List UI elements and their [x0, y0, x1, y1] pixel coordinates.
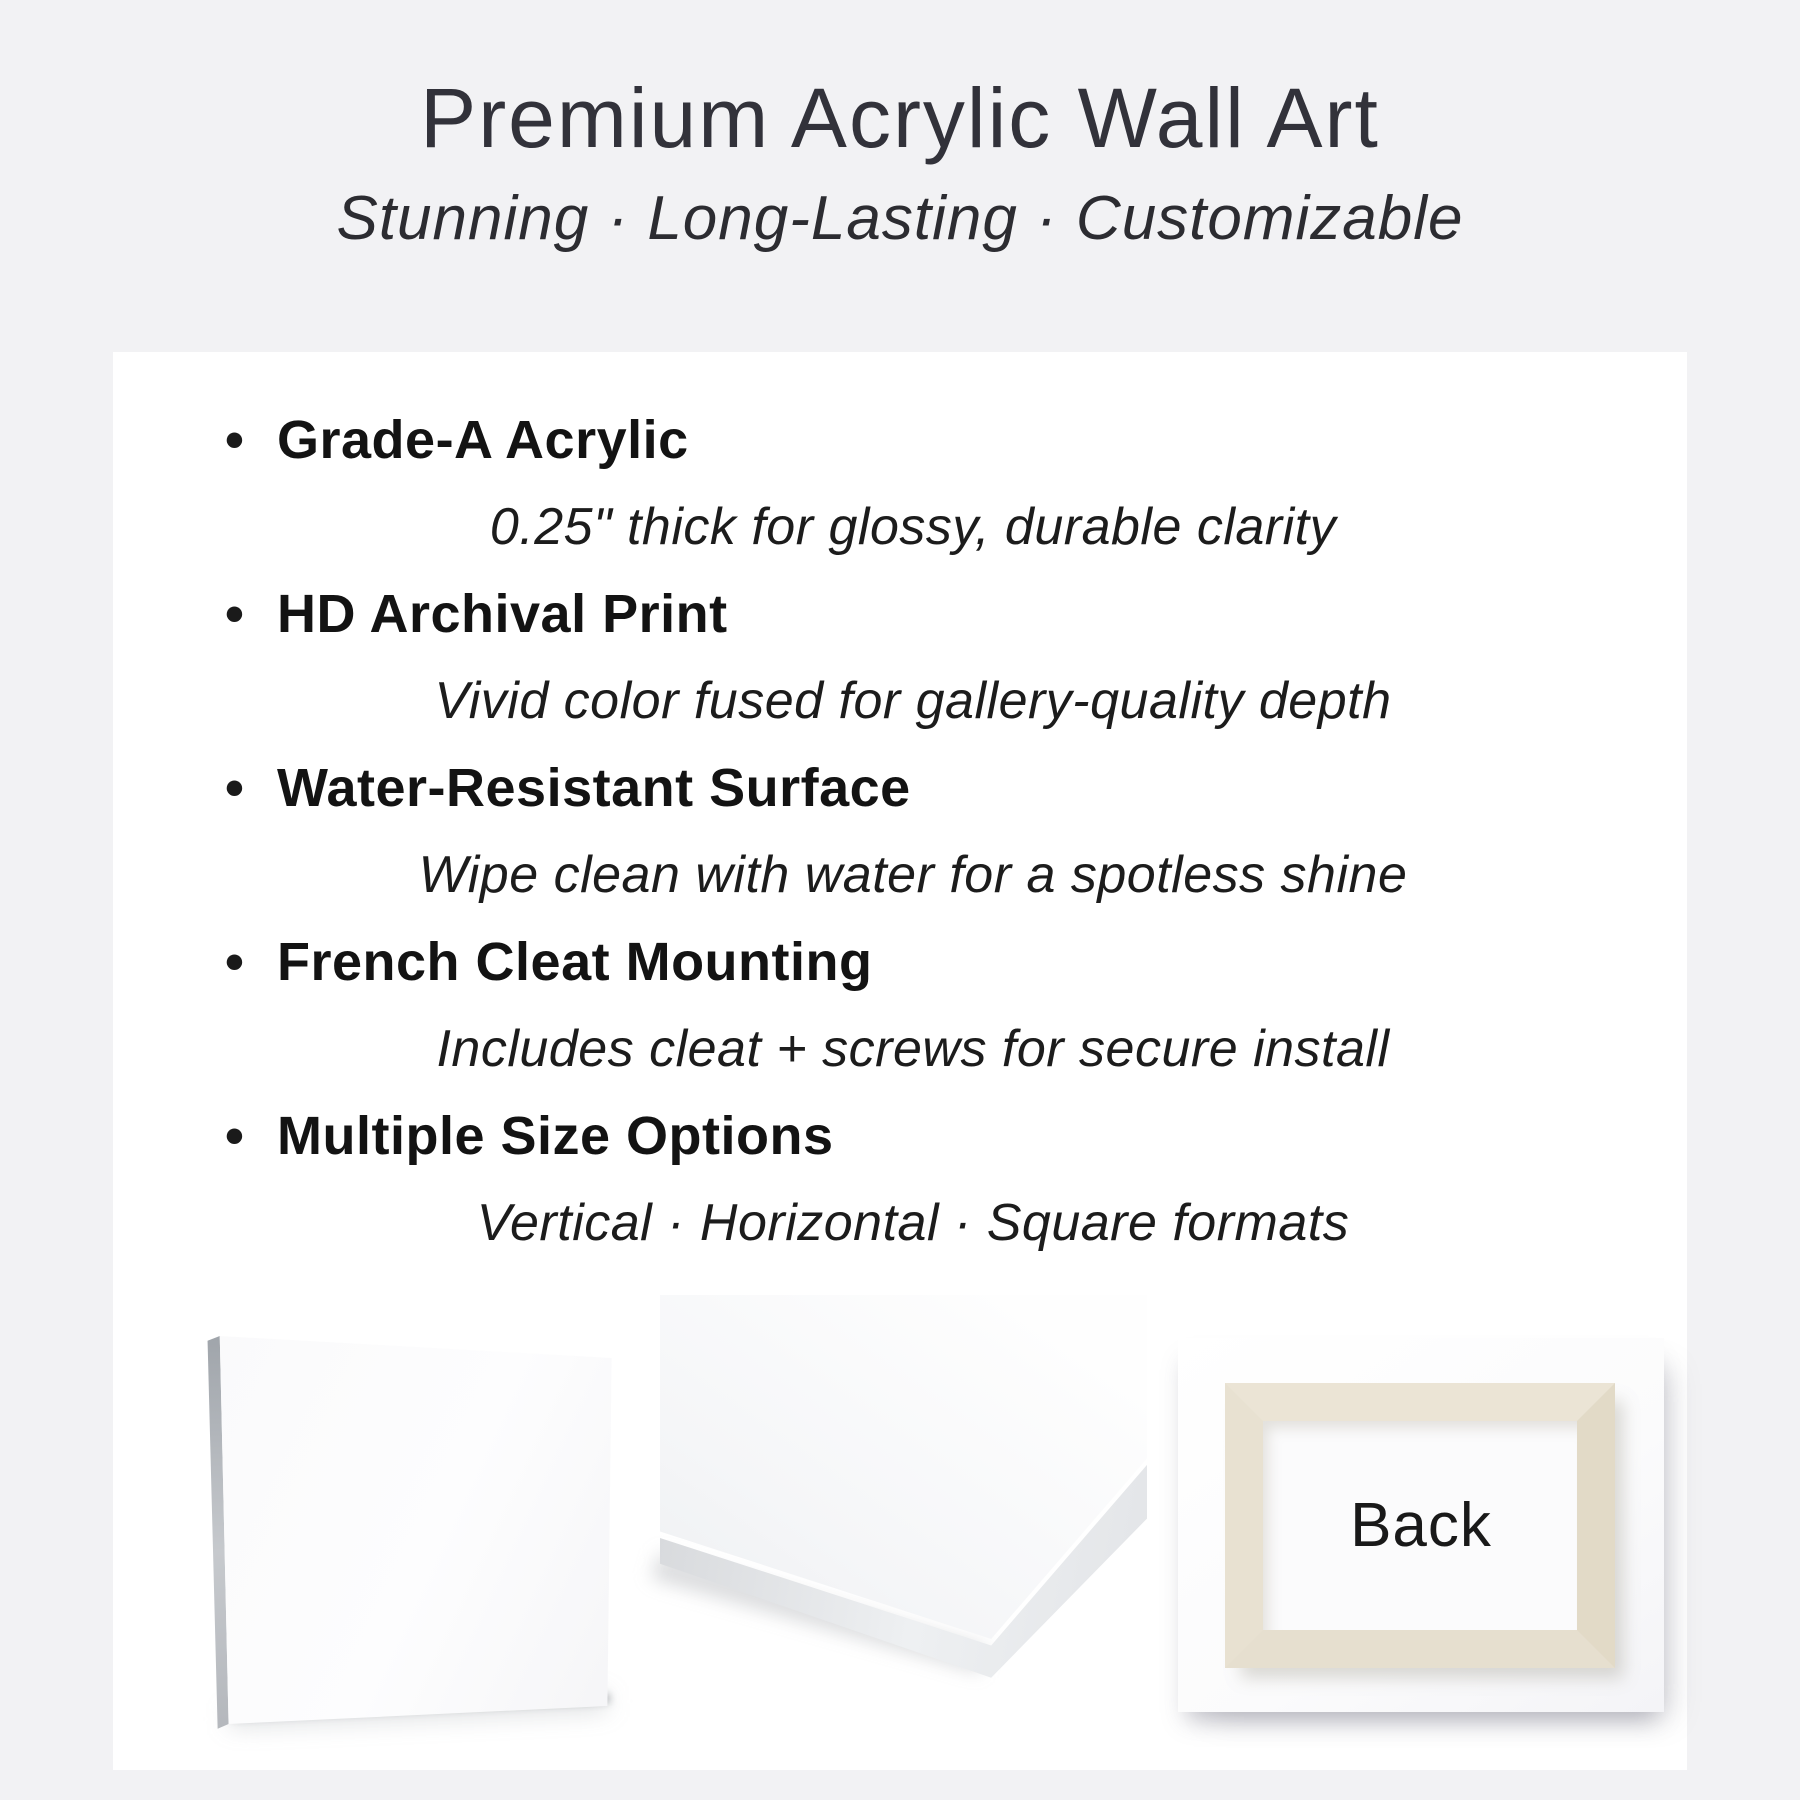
back-label: Back [1350, 1490, 1492, 1560]
feature-heading-label: French Cleat Mounting [277, 931, 873, 992]
page-subtitle: Stunning · Long-Lasting · Customizable [336, 184, 1464, 253]
feature-heading-label: Water-Resistant Surface [277, 757, 911, 818]
feature-detail-multiple-size-options: Vertical · Horizontal · Square formats [476, 1193, 1350, 1252]
feature-detail-water-resistant-surface: Wipe clean with water for a spotless shine [418, 845, 1408, 904]
corner-top-face [660, 1295, 1147, 1725]
image-acrylic-corner-thickness [660, 1295, 1147, 1725]
product-image-row [113, 352, 1687, 1770]
features-card [113, 352, 1687, 1770]
feature-heading-label: Multiple Size Options [277, 1105, 834, 1166]
feature-detail-grade-a-acrylic: 0.25" thick for glossy, durable clarity [489, 497, 1337, 556]
bullet-icon: • [225, 409, 245, 470]
bullet-icon: • [225, 583, 245, 644]
feature-heading-label: HD Archival Print [277, 583, 728, 644]
bullet-icon: • [225, 1105, 245, 1166]
page-title: Premium Acrylic Wall Art [420, 71, 1380, 165]
bullet-icon: • [225, 931, 245, 992]
feature-heading-label: Grade-A Acrylic [277, 409, 689, 470]
image-acrylic-back-frame [1178, 1338, 1664, 1712]
panel-front-face [200, 1332, 620, 1732]
bullet-icon: • [225, 757, 245, 818]
feature-detail-hd-archival-print: Vivid color fused for gallery-quality depth [434, 671, 1392, 730]
feature-detail-french-cleat-mounting: Includes cleat + screws for secure install [436, 1019, 1390, 1078]
image-acrylic-panel-front [200, 1332, 620, 1732]
